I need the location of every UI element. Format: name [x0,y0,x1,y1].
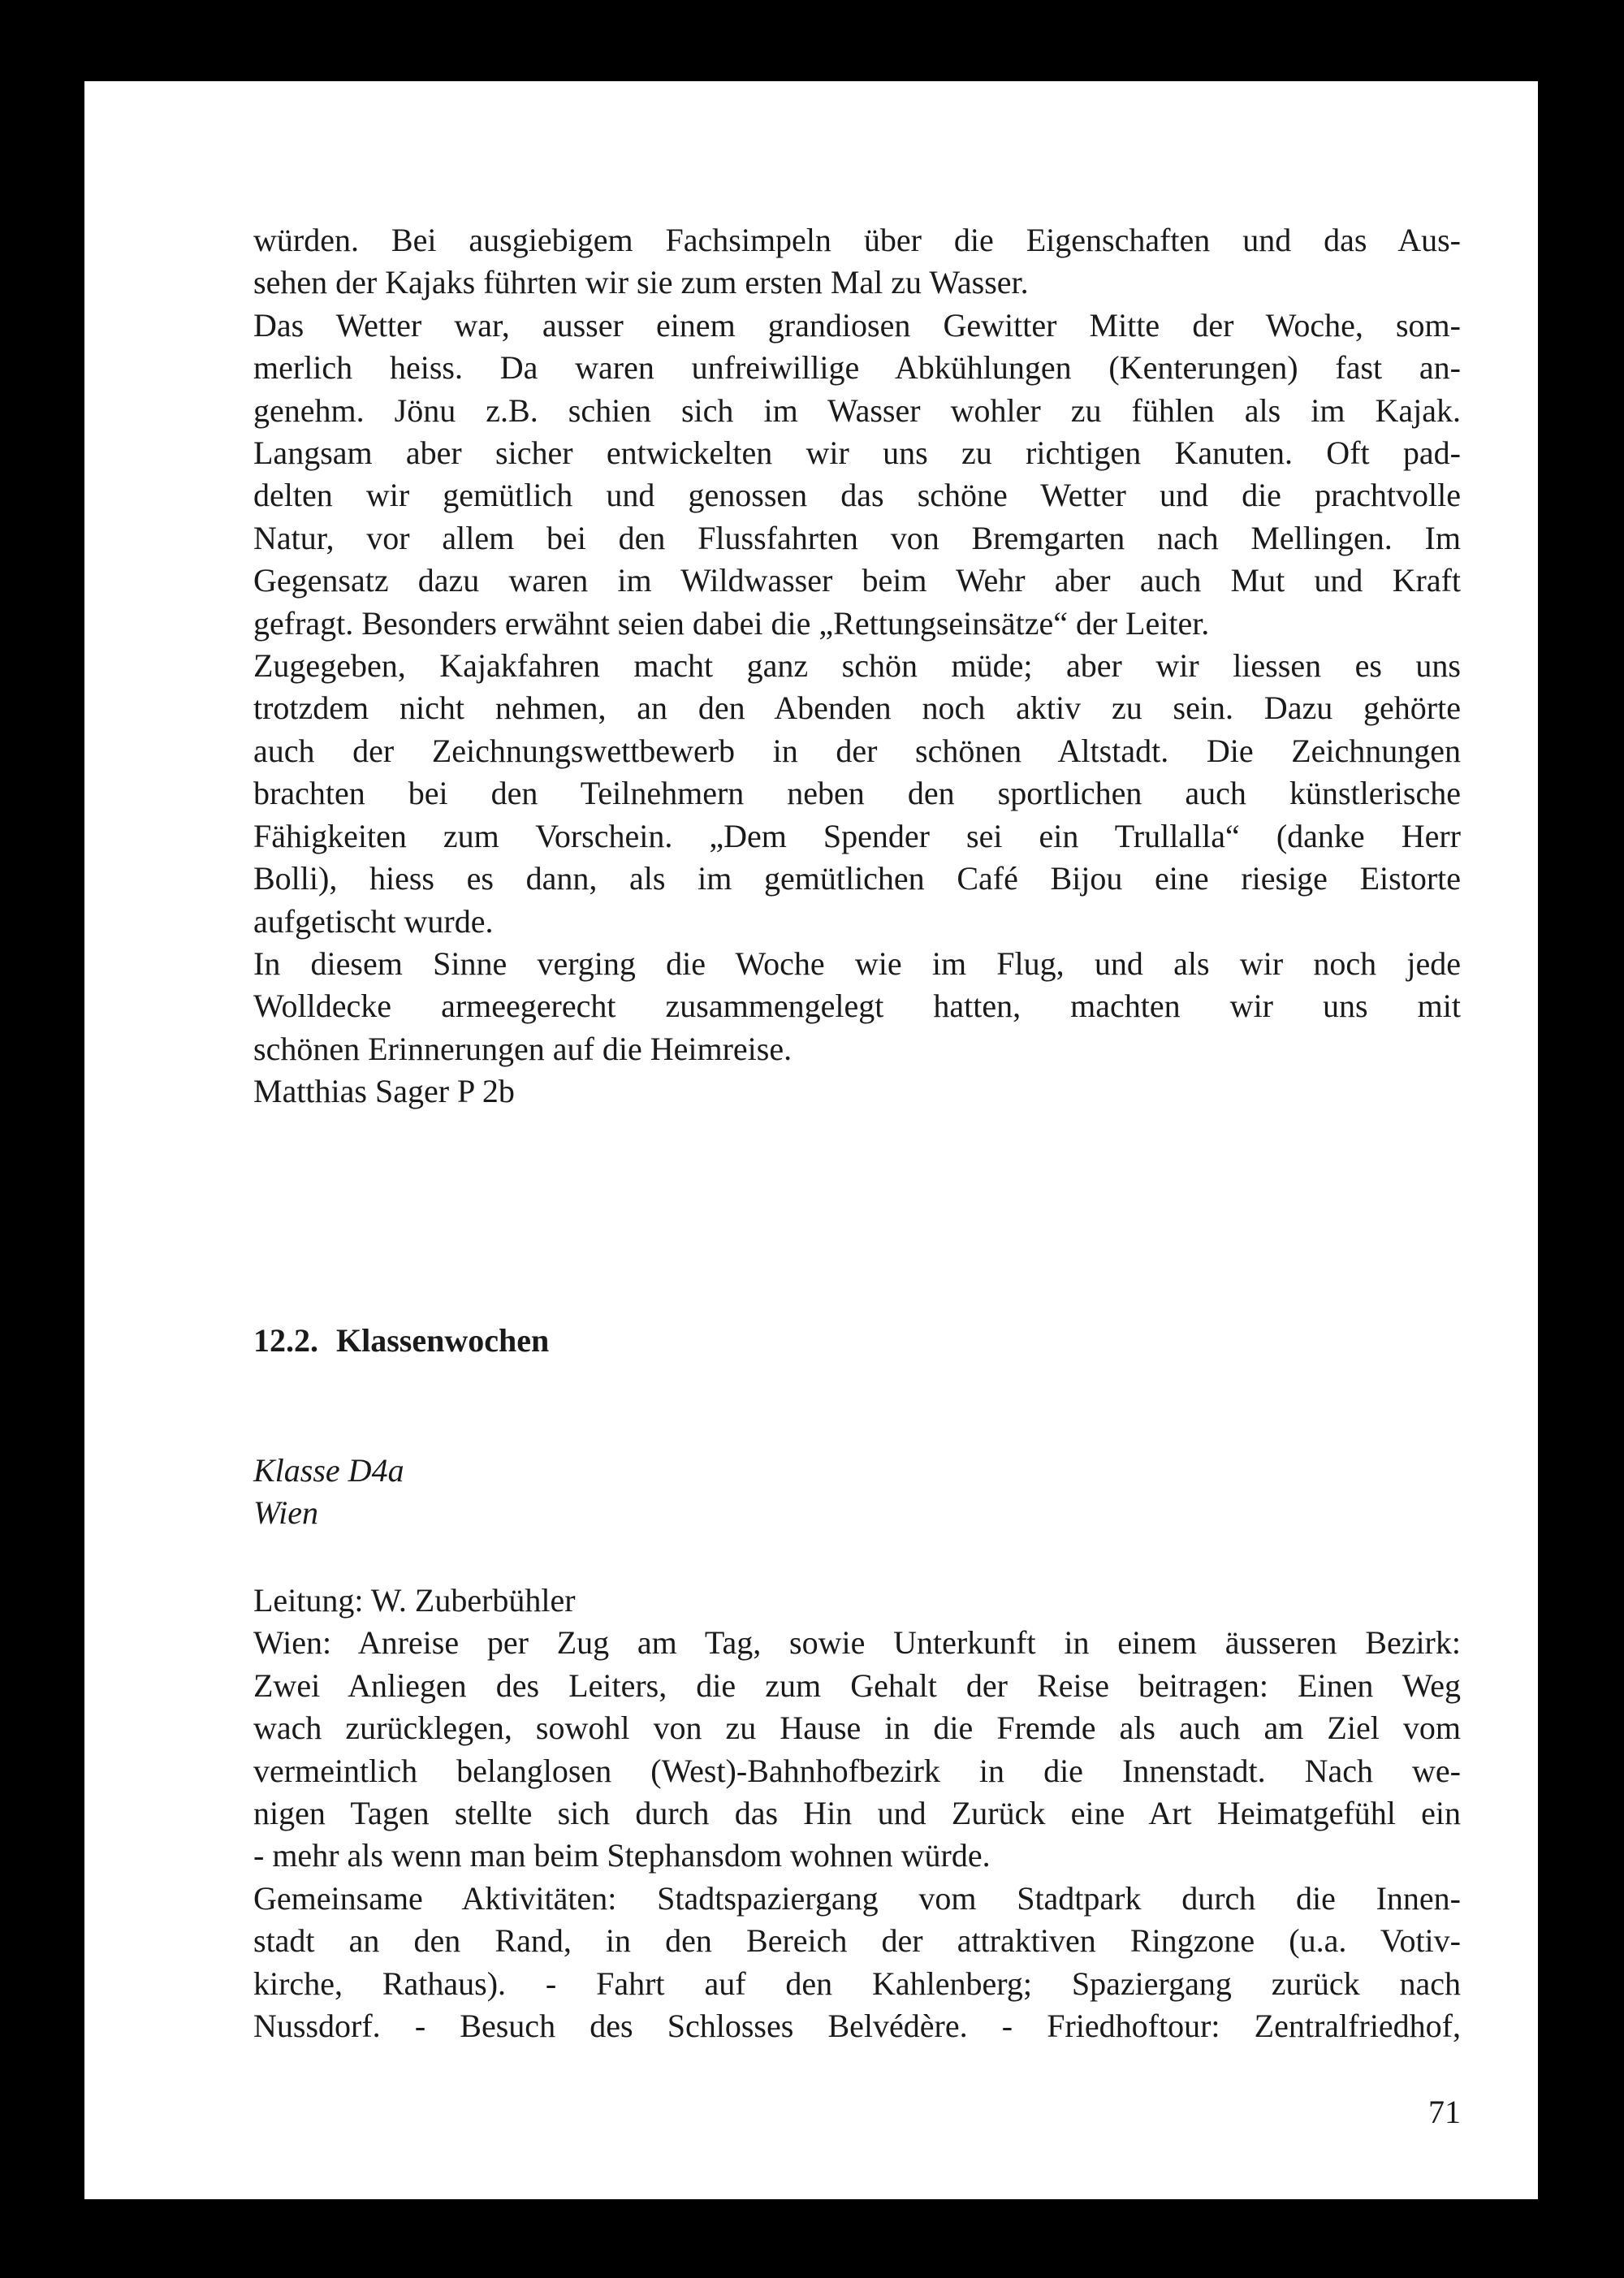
text-line: vermeintlich belanglosen (West)-Bahnhofbezirk in die Innenstadt. Nach we- [253,1752,1461,1789]
text-line: brachten bei den Teilnehmern neben den sportlichen auch künstlerische [253,775,1461,812]
text-line: Zugegeben, Kajakfahren macht ganz schön müde; aber wir liessen es uns [253,647,1461,685]
text-line: würden. Bei ausgiebigem Fachsimpeln über die Eigenschaften und das Aus- [253,222,1461,258]
text-line: aufgetischt wurde. [253,902,494,940]
page-number: 71 [1428,2094,1461,2130]
text-line: stadt an den Rand, in den Bereich der attraktiven Ringzone (u.a. Votiv- [253,1922,1461,1960]
text-line: merlich heiss. Da waren unfreiwillige Abkühlungen (Kenterungen) fast an- [253,349,1461,387]
text-line: Gemeinsame Aktivitäten: Stadtspaziergang vom Stadtpark durch die Innen- [253,1879,1461,1917]
text-line: Langsam aber sicher entwickelten wir uns zu richtigen Kanuten. Oft pad- [253,434,1461,472]
text-line: Zwei Anliegen des Leiters, die zum Gehalt der Reise beitragen: Einen Weg [253,1666,1461,1704]
text-line: In diesem Sinne verging die Woche wie im Flug, und als wir noch jede [253,944,1461,982]
text-line: trotzdem nicht nehmen, an den Abenden noch aktiv zu sein. Dazu gehörte [253,689,1461,727]
section-title: Klassenwochen [336,1322,550,1359]
section-heading [253,1320,549,1362]
text-line: sehen der Kajaks führten wir sie zum ersten Mal zu Wasser. [253,264,1029,301]
text-line: - mehr als wenn man beim Stephansdom wohnen würde. [253,1837,991,1874]
text-line: delten wir gemütlich und genossen das schöne Wetter und die prachtvolle [253,477,1461,514]
text-line: genehm. Jönu z.B. schien sich im Wasser wohler zu fühlen als im Kajak. [253,391,1461,429]
text-line: Bolli), hiess es dann, als im gemütlichen Café Bijou eine riesige Eistorte [253,860,1461,897]
text-line: Nussdorf. - Besuch des Schlosses Belvédère. - Friedhoftour: Zentralfriedhof, [253,2008,1461,2045]
class-destination: Wien [253,1494,318,1532]
text-line: Wien: Anreise per Zug am Tag, sowie Unterkunft in einem äusseren Bezirk: [253,1624,1461,1662]
text-line: Wolldecke armeegerecht zusammengelegt hatten, machten wir uns mit [253,988,1461,1025]
text-line: auch der Zeichnungswettbewerb in der schönen Altstadt. Die Zeichnungen [253,732,1461,769]
text-line: kirche, Rathaus). - Fahrt auf den Kahlenberg; Spaziergang zurück nach [253,1965,1461,2002]
text-line: Fähigkeiten zum Vorschein. „Dem Spender sei ein Trullalla“ (danke Herr [253,817,1461,854]
section-number: 12.2. [253,1322,318,1359]
text-line: Das Wetter war, ausser einem grandiosen Gewitter Mitte der Woche, som- [253,306,1461,344]
document-page [84,81,1538,2199]
text-line: gefragt. Besonders erwähnt seien dabei die „Rettungseinsätze“ der Leiter. [253,604,1210,642]
text-line: nigen Tagen stellte sich durch das Hin und Zurück eine Art Heimatgefühl ein [253,1795,1461,1832]
class-name: Klasse D4a [253,1452,404,1489]
class-week-body [253,1580,1461,2047]
text-line: wach zurücklegen, sowohl von zu Hause in die Fremde als auch am Ziel vom [253,1710,1461,1747]
author-signature: Matthias Sager P 2b [253,1073,515,1110]
text-line: Gegensatz dazu waren im Wildwasser beim Wehr aber auch Mut und Kraft [253,562,1461,599]
text-line: schönen Erinnerungen auf die Heimreise. [253,1030,793,1067]
report-body [253,219,1461,1113]
text-line: Natur, vor allem bei den Flussfahrten von Bremgarten nach Mellingen. Im [253,519,1461,556]
class-info [253,1450,1461,1535]
text-line: Leitung: W. Zuberbühler [253,1582,576,1619]
